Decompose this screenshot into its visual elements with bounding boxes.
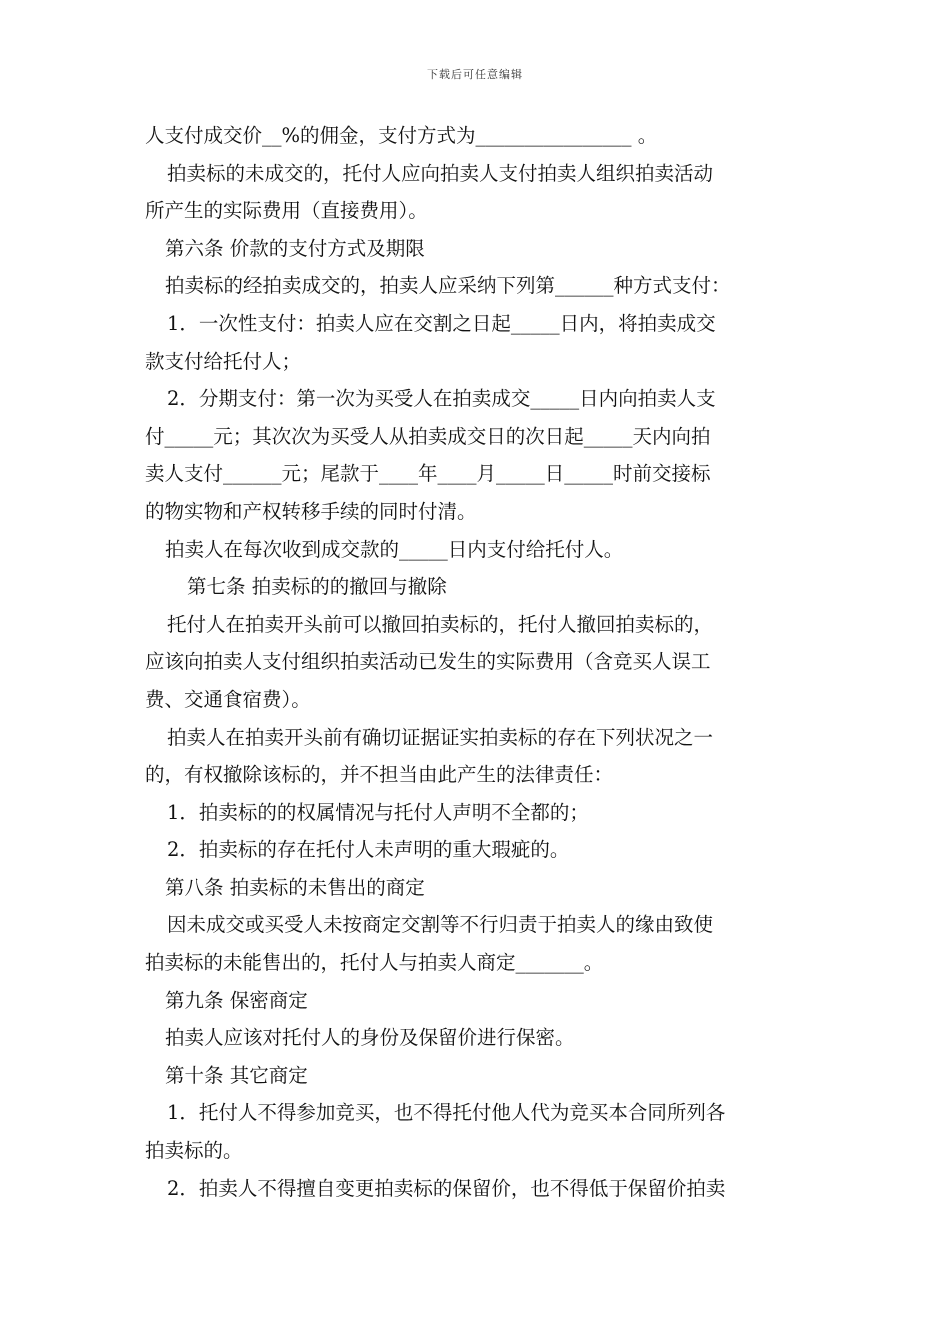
text-line: 1．托付人不得参加竞买，也不得托付他人代为竞买本合同所列各 bbox=[167, 1101, 726, 1125]
text-line: 的，有权撤除该标的，并不担当由此产生的法律责任： bbox=[145, 763, 614, 787]
text-line: 2．拍卖标的存在托付人未声明的重大瑕疵的。 bbox=[167, 838, 570, 862]
text-line: 人支付成交价__%的佣金，支付方式为________________ 。 bbox=[145, 124, 658, 147]
text-line: 卖人支付______元；尾款于____年____月_____日_____时前交接标 bbox=[145, 462, 711, 486]
text-line: 第十条 其它商定 bbox=[165, 1063, 308, 1087]
text-line: 拍卖标的未能售出的，托付人与拍卖人商定_______。 bbox=[145, 951, 604, 975]
text-line: 第六条 价款的支付方式及期限 bbox=[165, 236, 425, 260]
text-line: 2．拍卖人不得擅自变更拍卖标的保留价，也不得低于保留价拍卖 bbox=[167, 1176, 726, 1200]
text-line: 2．分期支付：第一次为买受人在拍卖成交_____日内向拍卖人支 bbox=[167, 387, 716, 411]
text-line: 费、交通食宿费）。 bbox=[145, 687, 311, 711]
text-line: 所产生的实际费用（直接费用）。 bbox=[145, 199, 428, 223]
text-line: 的物实物和产权转移手续的同时付清。 bbox=[145, 499, 477, 523]
text-line: 第七条 拍卖标的的撤回与撤除 bbox=[187, 575, 447, 599]
document-body bbox=[145, 117, 810, 1207]
text-line: 拍卖人在每次收到成交款的_____日内支付给托付人。 bbox=[165, 537, 624, 561]
text-line: 拍卖标的。 bbox=[145, 1139, 243, 1163]
text-line: 拍卖标的经拍卖成交的，拍卖人应采纳下列第______种方式支付： bbox=[165, 274, 731, 298]
text-line: 第九条 保密商定 bbox=[165, 988, 308, 1012]
text-line: 1．一次性支付：拍卖人应在交割之日起_____日内，将拍卖成交 bbox=[167, 311, 716, 335]
text-line: 拍卖标的未成交的，托付人应向拍卖人支付拍卖人组织拍卖活动 bbox=[167, 161, 714, 185]
text-line: 第八条 拍卖标的未售出的商定 bbox=[165, 875, 425, 899]
page-header: 下载后可任意编辑 bbox=[427, 68, 523, 81]
text-line: 付_____元；其次次为买受人从拍卖成交日的次日起_____天内向拍 bbox=[145, 424, 711, 448]
text-line: 1．拍卖标的的权属情况与托付人声明不全都的； bbox=[167, 800, 589, 824]
text-line: 因未成交或买受人未按商定交割等不行归责于拍卖人的缘由致使 bbox=[167, 913, 714, 937]
text-line: 拍卖人应该对托付人的身份及保留价进行保密。 bbox=[165, 1026, 575, 1050]
text-line: 托付人在拍卖开头前可以撤回拍卖标的，托付人撤回拍卖标的， bbox=[167, 612, 714, 636]
text-line: 应该向拍卖人支付组织拍卖活动已发生的实际费用（含竞买人误工 bbox=[145, 650, 711, 674]
text-line: 拍卖人在拍卖开头前有确切证据证实拍卖标的存在下列状况之一 bbox=[167, 725, 714, 749]
text-line: 款支付给托付人； bbox=[145, 349, 302, 373]
